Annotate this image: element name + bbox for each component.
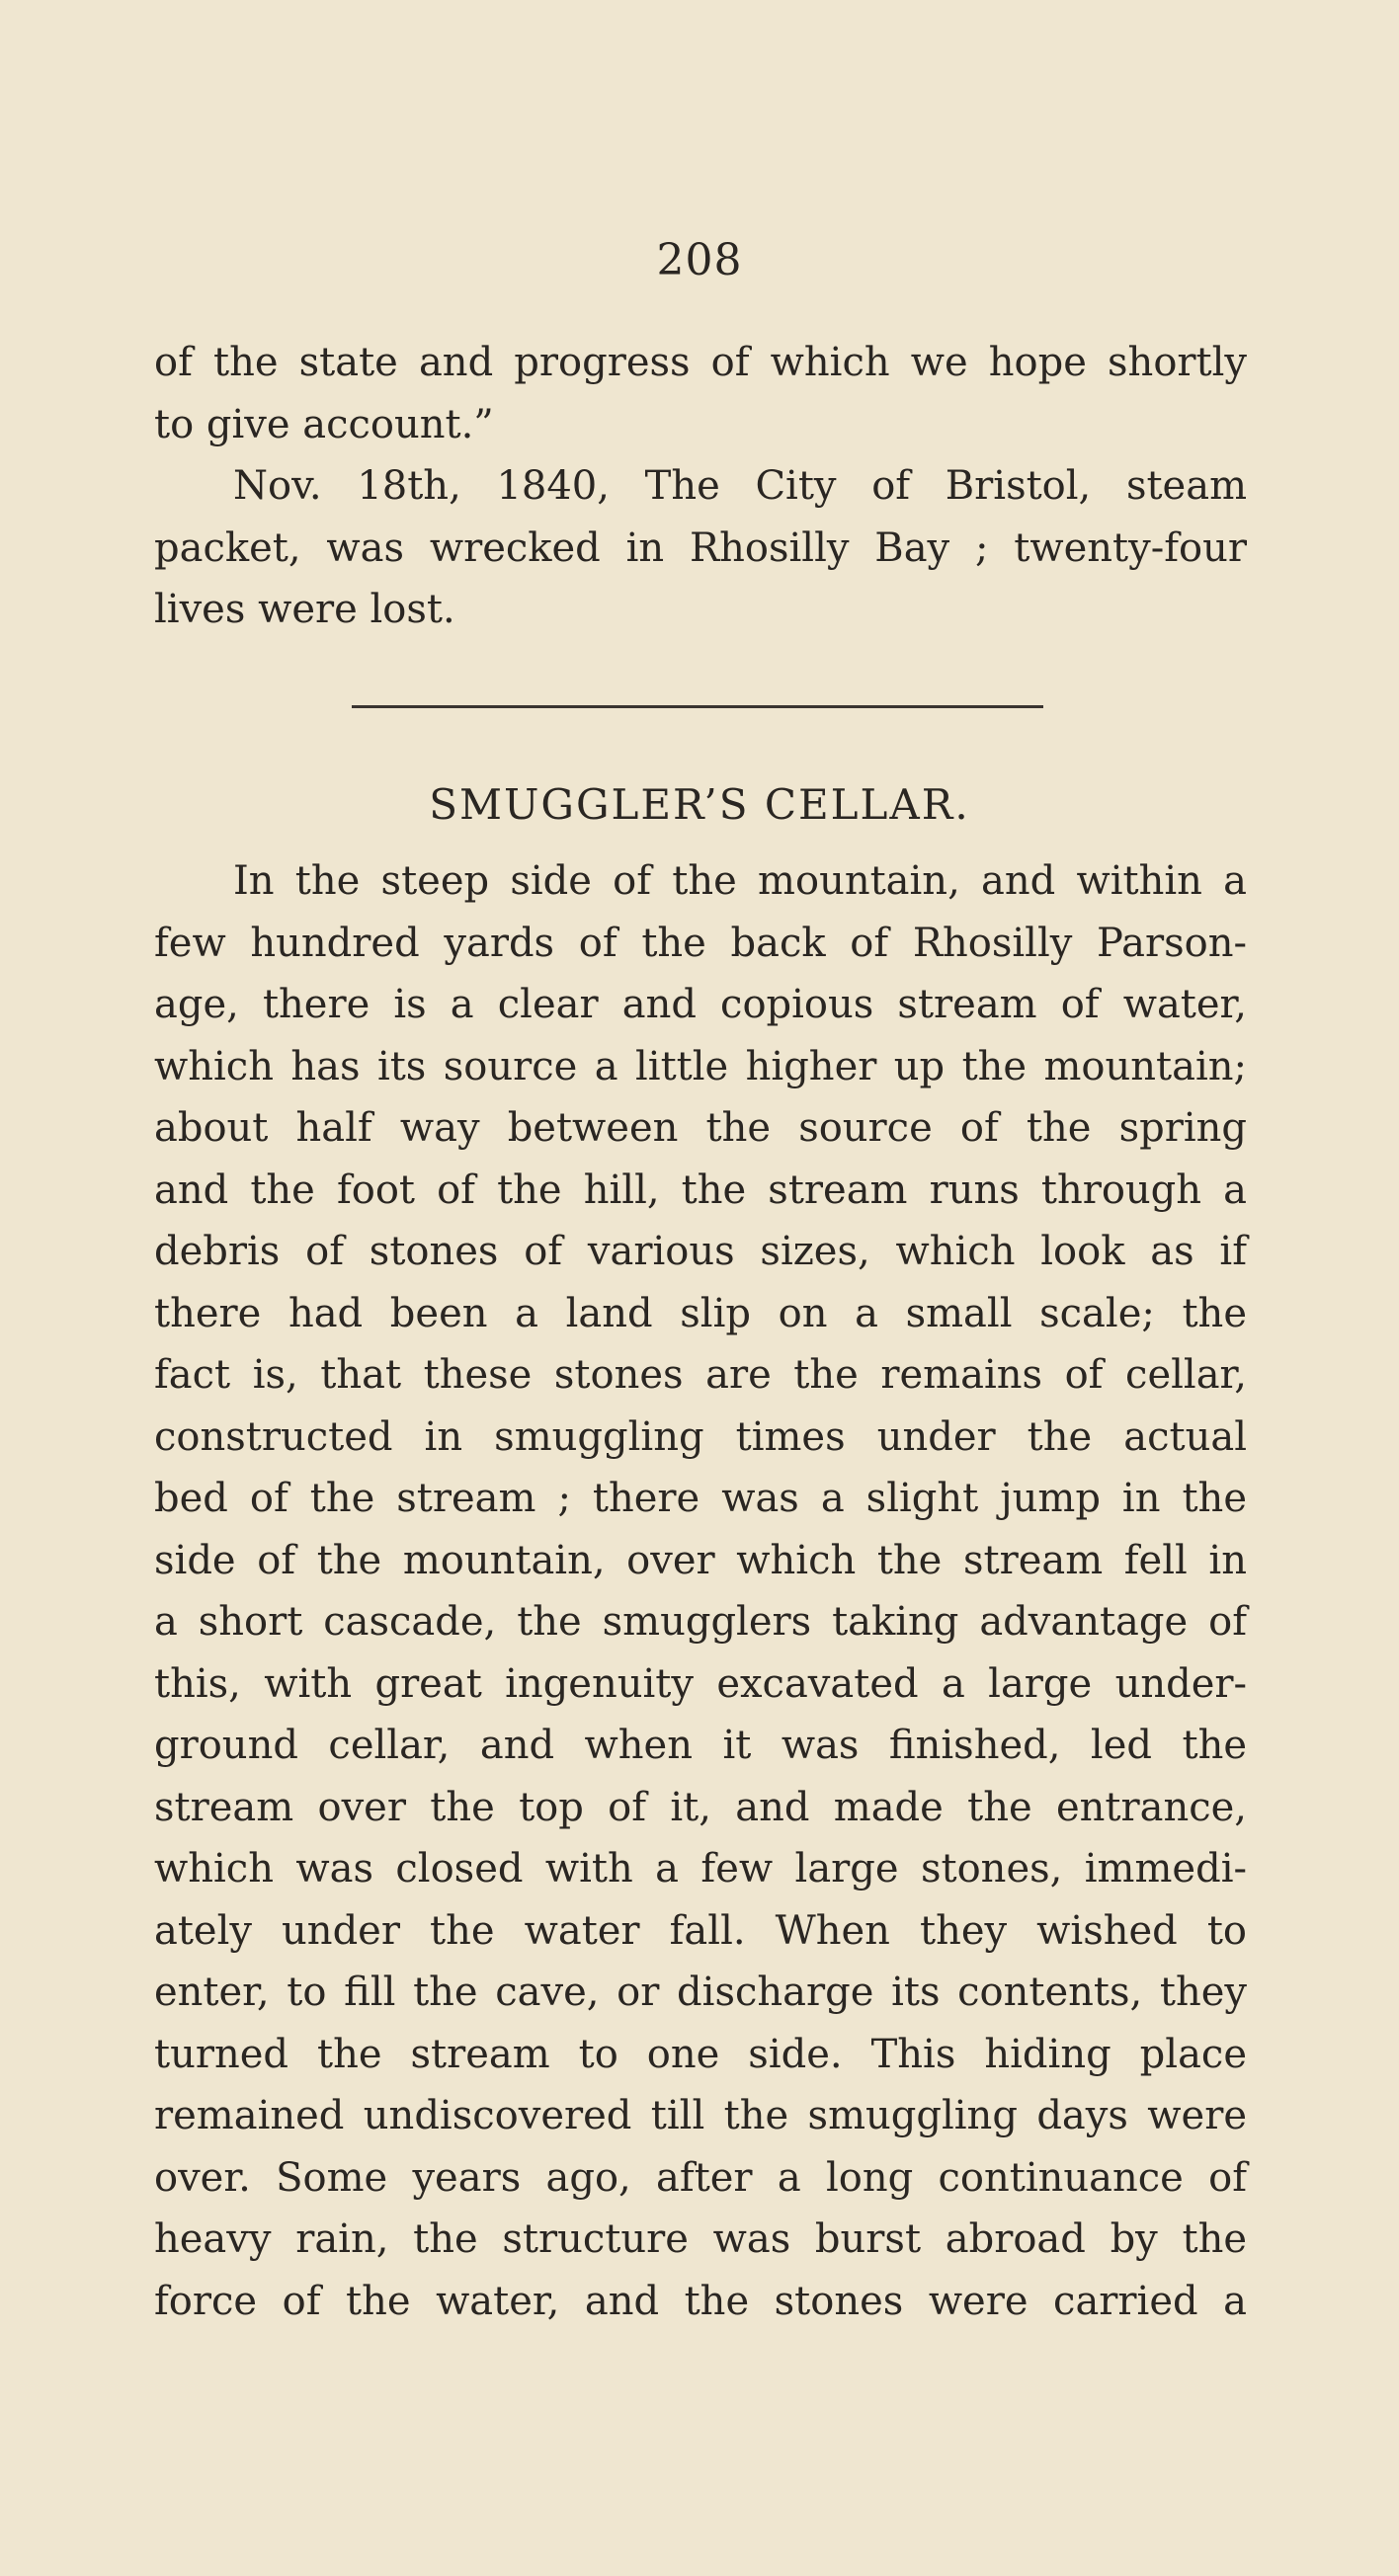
text-line: to give account.” (154, 401, 494, 447)
text-line: debris of stones of various sizes, which look as if (154, 1229, 1247, 1274)
text-line: Nov. 18th, 1840, The City of Bristol, steam (233, 463, 1247, 509)
text-line: few hundred yards of the back of Rhosilly Parson- (154, 920, 1247, 966)
text-line: ground cellar, and when it was finished, led the (154, 1723, 1247, 1768)
text-line: ately under the water fall. When they wished to (154, 1907, 1247, 1954)
text-line: side of the mountain, over which the stream fell in (154, 1537, 1247, 1583)
section-body (154, 850, 1247, 2332)
text-line: fact is, that these stones are the remains of cellar, (154, 1352, 1247, 1398)
text-line: which has its source a little higher up the mountain; (154, 1043, 1247, 1089)
text-line: there had been a land slip on a small scale; the (154, 1290, 1247, 1336)
text-line: enter, to fill the cave, or discharge its contents, they (154, 1970, 1247, 2015)
text-line: constructed in smuggling times under the actual (154, 1413, 1247, 1460)
section-divider (352, 705, 1043, 708)
text-line: remained undiscovered till the smuggling days were (154, 2093, 1247, 2138)
text-line: turned the stream to one side. This hiding place (154, 2031, 1247, 2077)
text-line: and the foot of the hill, the stream runs through a (154, 1167, 1247, 1213)
text-line: In the steep side of the mountain, and within a (233, 858, 1247, 904)
text-line: this, with great ingenuity excavated a large under- (154, 1660, 1247, 1707)
text-line: stream over the top of it, and made the entrance, (154, 1784, 1247, 1830)
text-line: age, there is a clear and copious stream of water, (154, 982, 1247, 1027)
text-line: force of the water, and the stones were carried a (154, 2278, 1247, 2324)
text-line: a short cascade, the smugglers taking advantage of (154, 1599, 1247, 1645)
text-line: bed of the stream ; there was a slight jump in the (154, 1476, 1247, 1521)
text-line: heavy rain, the structure was burst abroad by the (154, 2216, 1247, 2262)
text-line: lives were lost. (154, 587, 455, 632)
section-heading: SMUGGLER’S CELLAR. (429, 780, 970, 829)
top-text-block (154, 332, 1247, 641)
page-number: 208 (656, 235, 743, 285)
text-line: which was closed with a few large stones, immedi- (154, 1846, 1247, 1892)
text-line: packet, was wrecked in Rhosilly Bay ; twenty-four (154, 524, 1247, 571)
text-line: about half way between the source of the spring (154, 1105, 1247, 1151)
text-line: of the state and progress of which we hope shortly (154, 340, 1247, 385)
text-line: over. Some years ago, after a long continuance of (154, 2154, 1247, 2201)
